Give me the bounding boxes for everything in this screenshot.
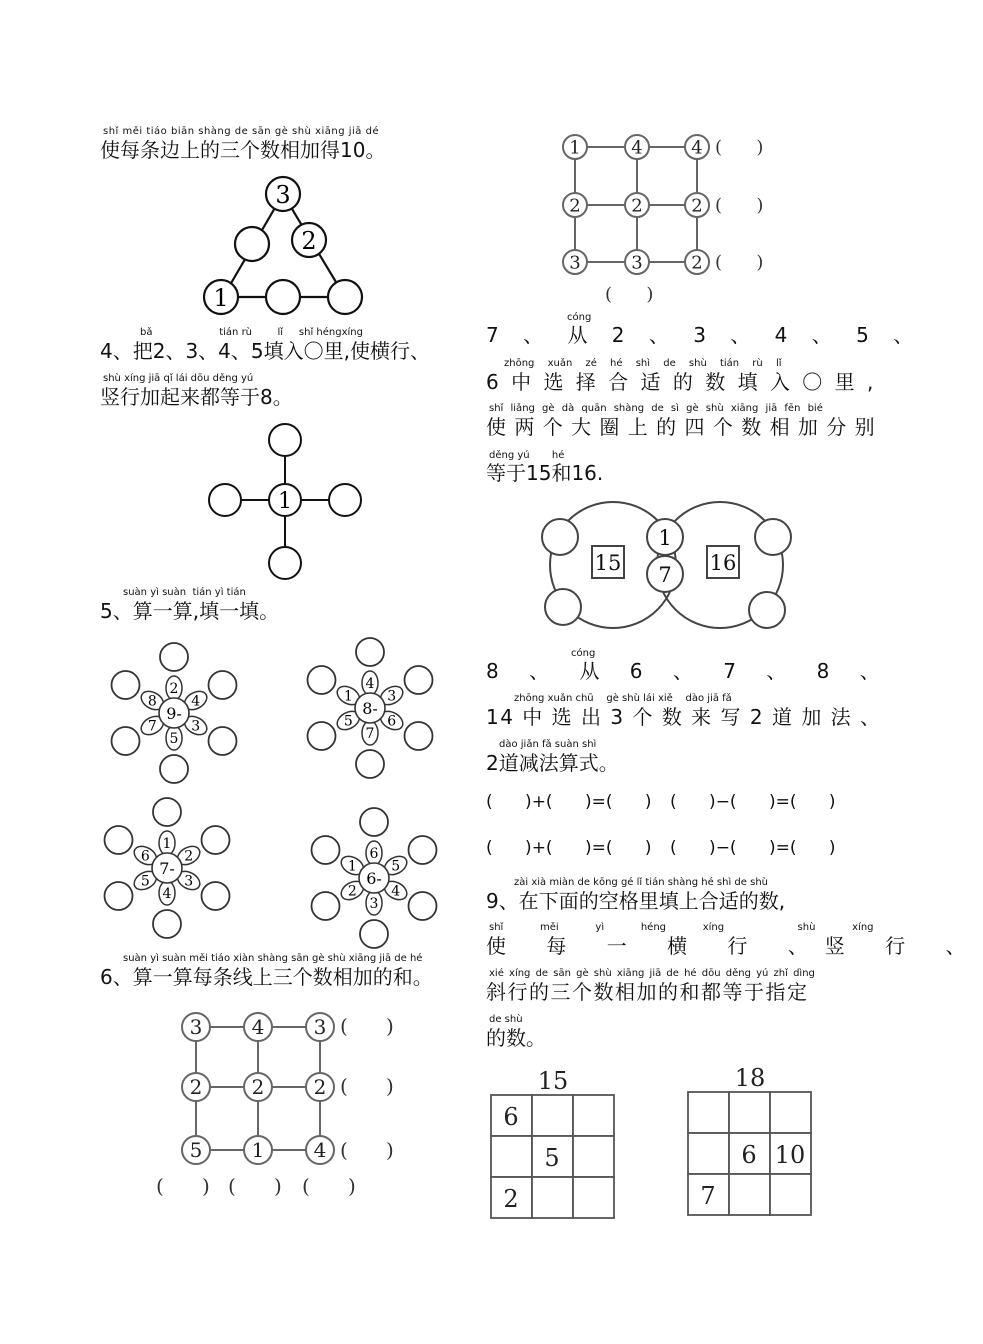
middle-top-value: 1	[658, 526, 672, 550]
q7-blank-circle[interactable]	[749, 592, 785, 628]
flower-answer-circle[interactable]	[408, 892, 436, 920]
q9-pinyin-3: xié xíng de sān gè shù xiāng jiā de hé dōu děng yú zhǐ dìng	[489, 968, 815, 979]
flower-petal-label: 5	[169, 731, 179, 747]
flower-answer-circle[interactable]	[201, 882, 229, 910]
flower-petal-label: 4	[162, 886, 172, 902]
flower-petal-label: 8	[147, 693, 157, 710]
magic-square-target: 15	[537, 1067, 569, 1095]
flower-answer-circle[interactable]	[160, 755, 188, 783]
magic-square-cell[interactable]	[573, 1177, 614, 1218]
magic-square-value: 5	[544, 1144, 560, 1172]
flower-petal-label: 7	[365, 726, 375, 742]
flower-center-label: 9-	[166, 704, 182, 723]
q8-pinyin-2: zhōng xuǎn chū gè shù lái xiě dào jiā fǎ	[514, 693, 732, 704]
q7-pinyin-3: shǐ liǎng gè dà quān shàng de sì gè shù xiāng jiā fēn bié	[489, 403, 823, 414]
cross-blank-circle[interactable]	[269, 547, 301, 579]
q8-text-3: 2道减法算式。	[486, 751, 619, 775]
flower-petal-label: 4	[391, 883, 401, 900]
magic-square-cell[interactable]	[770, 1092, 811, 1133]
q4-text-2: 竖行加起来都等于8。	[100, 385, 293, 409]
flower-petal-label: 2	[347, 883, 357, 900]
q8-pinyin-3: dào jiǎn fǎ suàn shì	[499, 739, 597, 750]
flower-answer-circle[interactable]	[356, 638, 384, 666]
triangle-blank-circle[interactable]	[328, 280, 362, 314]
grid-number: 3	[313, 1015, 327, 1040]
flower-answer-circle[interactable]	[153, 798, 181, 826]
q4-text-1: 4、把2、3、4、5填入〇里,使横行、	[100, 339, 430, 363]
two-circles-diagram	[535, 502, 805, 632]
grid-number: 2	[569, 195, 581, 217]
flower-center-label: 7-	[159, 859, 175, 878]
flower-2	[300, 638, 440, 778]
flower-petal-label: 5	[140, 873, 150, 890]
subtraction-equation[interactable]: ( )−( )=( )	[670, 838, 836, 858]
col-sum-blank[interactable]: ( )	[302, 1174, 356, 1198]
q3-text: 使每条边上的三个数相加得10。	[100, 138, 386, 162]
q7-text-3: 使 两 个 大 圈 上 的 四 个 数 相 加 分 别	[486, 415, 876, 439]
magic-square-cell[interactable]	[573, 1095, 614, 1136]
triangle-blank-circle[interactable]	[266, 280, 300, 314]
addition-equation[interactable]: ( )+( )=( )	[486, 792, 652, 812]
magic-square-cell[interactable]	[491, 1136, 532, 1177]
grid-number: 1	[251, 1138, 265, 1163]
magic-square-cell[interactable]	[688, 1092, 729, 1133]
flower-answer-circle[interactable]	[404, 666, 432, 694]
q9-pinyin-2: shǐ měi yì héng xíng shù xíng	[489, 922, 874, 933]
row-sum-blank[interactable]: ( )	[715, 137, 764, 158]
q5-pinyin: suàn yì suàn tián yì tián	[123, 587, 246, 598]
flower-answer-circle[interactable]	[201, 826, 229, 854]
q7-blank-circle[interactable]	[542, 519, 578, 555]
q6-pinyin: suàn yì suàn měi tiáo xiàn shàng sān gè shù xiāng jiā de hé	[123, 953, 423, 964]
grid-number: 4	[313, 1138, 327, 1163]
q4-pinyin-2: shù xíng jiā qǐ lái dōu děng yú	[103, 373, 254, 384]
q5-text: 5、算一算,填一填。	[100, 599, 280, 623]
q3-pinyin: shǐ měi tiáo biān shàng de sān gè shù xiāng jiā dé	[103, 126, 380, 137]
triangle-given-right: 2	[301, 227, 317, 255]
magic-square-cell[interactable]	[688, 1133, 729, 1174]
flower-petal-label: 1	[343, 688, 353, 705]
flower-petal-label: 1	[162, 836, 172, 852]
flower-petal-label: 5	[343, 713, 353, 730]
grid-number: 3	[631, 252, 643, 274]
q9-pinyin-4: de shù	[489, 1014, 523, 1025]
q7-text-2: 6 中 选 择 合 适 的 数 填 入 〇 里 ,	[486, 370, 877, 394]
row-sum-blank[interactable]: ( )	[340, 1138, 394, 1162]
q7-blank-circle[interactable]	[545, 589, 581, 625]
magic-square-target: 18	[734, 1064, 766, 1092]
flower-petal-label: 3	[387, 688, 397, 705]
flower-3	[97, 798, 237, 938]
row-sum-blank[interactable]: ( )	[340, 1074, 394, 1098]
grid-number: 1	[569, 137, 581, 159]
magic-square-value: 7	[700, 1182, 716, 1210]
flower-answer-circle[interactable]	[105, 882, 133, 910]
flower-answer-circle[interactable]	[404, 722, 432, 750]
cross-blank-circle[interactable]	[269, 424, 301, 456]
flower-1	[104, 643, 244, 783]
q7-blank-circle[interactable]	[755, 519, 791, 555]
col-sum-blank[interactable]: ( )	[605, 284, 654, 305]
grid-number: 5	[189, 1138, 203, 1163]
flower-center-label: 8-	[362, 699, 378, 718]
q9-text-2: 使 每 一 横 行 、竖 行 、	[486, 934, 983, 958]
row-sum-blank[interactable]: ( )	[715, 252, 764, 273]
flower-petal-label: 5	[391, 858, 401, 875]
cross-blank-circle[interactable]	[209, 484, 241, 516]
magic-square-value: 2	[503, 1185, 519, 1213]
triangle-blank-circle[interactable]	[235, 227, 269, 261]
q7-pinyin-4: děng yú hé	[489, 450, 565, 461]
flower-answer-circle[interactable]	[208, 671, 236, 699]
q9-pinyin-1: zài xià miàn de kōng gé lǐ tián shàng hé shì de shù	[514, 877, 768, 888]
q8-text-2: 14 中 选 出 3 个 数 来 写 2 道 加 法 、	[486, 705, 882, 729]
triangle-given-top: 3	[275, 181, 291, 209]
addition-equation[interactable]: ( )+( )=( )	[486, 838, 652, 858]
flower-answer-circle[interactable]	[208, 727, 236, 755]
flower-petal-label: 7	[147, 718, 157, 735]
grid-number: 2	[631, 195, 643, 217]
flower-answer-circle[interactable]	[312, 836, 340, 864]
triangle-diagram	[195, 172, 375, 317]
flower-petal-label: 2	[184, 848, 194, 865]
q7-pinyin-2: zhōng xuǎn zé hé shì de shù tián rù lǐ	[504, 358, 782, 369]
flower-petal-label: 6	[387, 713, 397, 730]
grid-number: 4	[251, 1015, 265, 1040]
q8-pinyin-1: cóng	[571, 648, 596, 659]
q9-text-3: 斜行的三个数相加的和都等于指定	[486, 980, 809, 1004]
flower-answer-circle[interactable]	[308, 722, 336, 750]
grid-number: 2	[189, 1075, 203, 1100]
magic-square-1	[488, 1065, 618, 1217]
q9-text-4: 的数。	[486, 1026, 546, 1050]
q7-pinyin-1: cóng	[567, 312, 592, 323]
flower-petal-label: 6	[140, 848, 150, 865]
flower-answer-circle[interactable]	[112, 727, 140, 755]
q8-text-1: 8 、 从 6 、 7 、 8 、	[486, 659, 892, 683]
cross-blank-circle[interactable]	[329, 484, 361, 516]
subtraction-equation[interactable]: ( )−( )=( )	[670, 792, 836, 812]
flower-answer-circle[interactable]	[153, 910, 181, 938]
q9-text-1: 9、在下面的空格里填上合适的数,	[486, 889, 786, 913]
flower-answer-circle[interactable]	[360, 808, 388, 836]
q7-text-4: 等于15和16.	[486, 461, 604, 485]
cross-center-value: 1	[278, 489, 292, 514]
col-sum-blank[interactable]: ( )	[228, 1174, 282, 1198]
target-15-label: 15	[594, 551, 622, 575]
flower-petal-label: 3	[184, 873, 194, 890]
flower-answer-circle[interactable]	[408, 836, 436, 864]
row-sum-blank[interactable]: ( )	[715, 195, 764, 216]
q4-pinyin-1: bǎ tián rù lǐ shǐ héngxíng	[140, 327, 363, 338]
triangle-given-left: 1	[213, 284, 229, 312]
flower-petal-label: 6	[369, 846, 379, 862]
flower-answer-circle[interactable]	[360, 920, 388, 948]
flower-center-label: 6-	[366, 869, 382, 888]
flower-answer-circle[interactable]	[112, 671, 140, 699]
flower-answer-circle[interactable]	[312, 892, 340, 920]
flower-petal-label: 4	[191, 693, 201, 710]
magic-square-value: 6	[741, 1141, 757, 1169]
grid-number: 4	[691, 137, 703, 159]
row-sum-blank[interactable]: ( )	[340, 1014, 394, 1038]
flower-petal-label: 2	[169, 681, 179, 697]
magic-square-cell[interactable]	[532, 1095, 573, 1136]
magic-square-value: 10	[774, 1141, 806, 1169]
grid-number: 2	[251, 1075, 265, 1100]
flower-petal-label: 3	[369, 896, 379, 912]
magic-square-value: 6	[503, 1103, 519, 1131]
flower-answer-circle[interactable]	[105, 826, 133, 854]
magic-square-cell[interactable]	[532, 1177, 573, 1218]
grid-number: 2	[691, 195, 703, 217]
cross-diagram	[205, 418, 365, 583]
grid-number: 2	[313, 1075, 327, 1100]
flower-petal-label: 4	[365, 676, 375, 692]
sum-grid-right	[555, 125, 785, 310]
grid-number: 3	[569, 252, 581, 274]
sum-grid-left	[156, 1005, 420, 1205]
grid-number: 4	[631, 137, 643, 159]
flower-4	[304, 808, 444, 948]
magic-square-cell[interactable]	[729, 1174, 770, 1215]
q6-text: 6、算一算每条线上三个数相加的和。	[100, 965, 433, 989]
flower-answer-circle[interactable]	[356, 750, 384, 778]
flower-answer-circle[interactable]	[308, 666, 336, 694]
magic-square-2	[685, 1062, 815, 1214]
magic-square-cell[interactable]	[573, 1136, 614, 1177]
flower-petal-label: 3	[191, 718, 201, 735]
col-sum-blank[interactable]: ( )	[156, 1174, 210, 1198]
flower-answer-circle[interactable]	[160, 643, 188, 671]
q7-text-1: 7 、 从 2 、 3 、 4 、 5 、	[486, 323, 923, 347]
magic-square-cell[interactable]	[729, 1092, 770, 1133]
grid-number: 3	[189, 1015, 203, 1040]
grid-number: 2	[691, 252, 703, 274]
magic-square-cell[interactable]	[770, 1174, 811, 1215]
flower-petal-label: 1	[347, 858, 357, 875]
middle-bottom-value: 7	[658, 563, 672, 587]
target-16-label: 16	[709, 551, 737, 575]
